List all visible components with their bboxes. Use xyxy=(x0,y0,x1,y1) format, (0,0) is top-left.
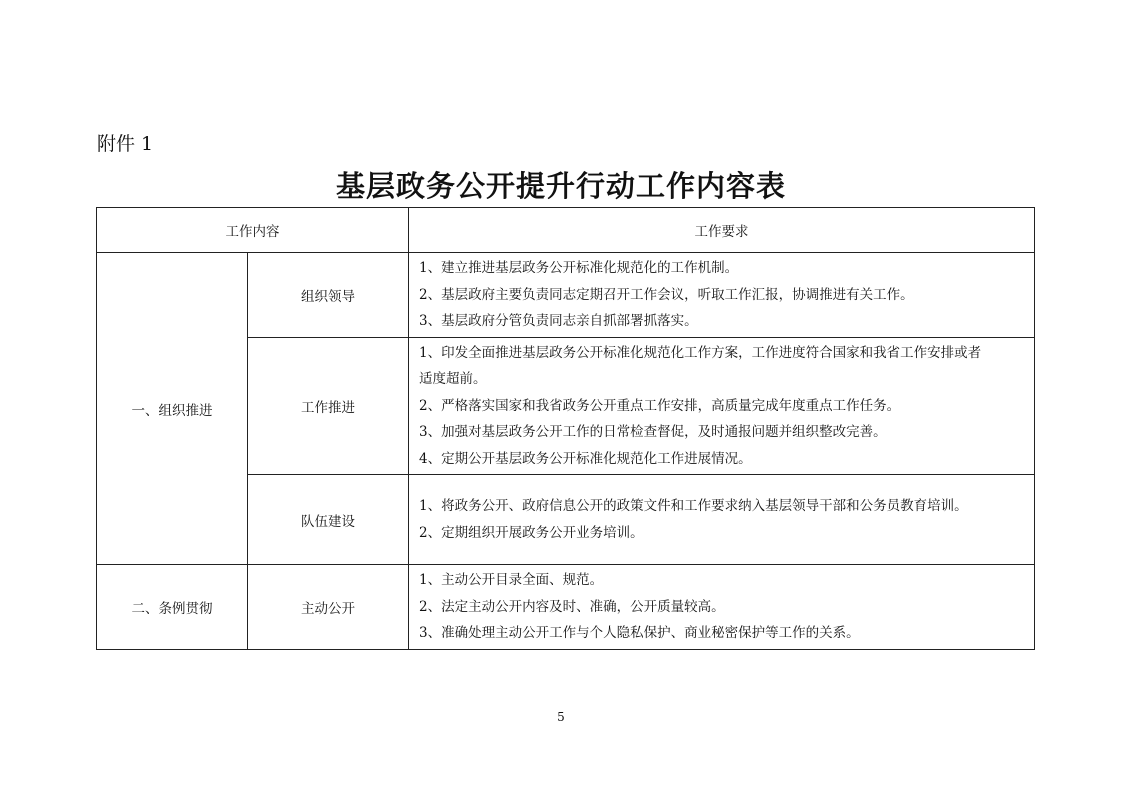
requirement-line: 1、建立推进基层政务公开标准化规范化的工作机制。 xyxy=(419,260,739,276)
subcategory-cell: 队伍建设 xyxy=(248,475,409,565)
requirements-cell xyxy=(409,253,1035,338)
requirement-line: 1、印发全面推进基层政务公开标准化规范化工作方案，工作进度符合国家和我省工作安排或者 xyxy=(419,344,982,361)
requirements-cell xyxy=(409,337,1035,475)
requirement-line: 2、基层政府主要负责同志定期召开工作会议，听取工作汇报，协调推进有关工作。 xyxy=(419,286,914,303)
subcategory-cell: 主动公开 xyxy=(248,565,409,650)
requirements-cell xyxy=(409,475,1035,565)
header-work-content: 工作内容 xyxy=(97,208,409,253)
requirements-cell xyxy=(409,565,1035,650)
requirement-line: 3、基层政府分管负责同志亲自抓部署抓落实。 xyxy=(419,313,698,329)
requirement-line: 1、将政务公开、政府信息公开的政策文件和工作要求纳入基层领导干部和公务员教育培训。 xyxy=(419,498,968,514)
requirement-line: 2、定期组织开展政务公开业务培训。 xyxy=(419,524,644,541)
header-work-requirements: 工作要求 xyxy=(409,208,1035,253)
table-row xyxy=(97,253,1035,338)
requirement-line: 4、定期公开基层政务公开标准化规范化工作进展情况。 xyxy=(419,450,752,467)
document-title: 基层政务公开提升行动工作内容表 xyxy=(335,169,786,203)
requirement-line: 1、主动公开目录全面、规范。 xyxy=(419,572,604,588)
category-cell: 一、组织推进 xyxy=(97,253,248,565)
page-number: 5 xyxy=(557,710,565,724)
table-header-row xyxy=(97,208,1035,253)
requirement-line: 适度超前。 xyxy=(419,371,487,387)
subcategory-cell: 工作推进 xyxy=(248,337,409,475)
table-row xyxy=(97,565,1035,650)
requirement-line: 3、准确处理主动公开工作与个人隐私保护、商业秘密保护等工作的关系。 xyxy=(419,625,860,641)
subcategory-cell: 组织领导 xyxy=(248,253,409,338)
requirement-line: 2、法定主动公开内容及时、准确，公开质量较高。 xyxy=(419,598,725,615)
work-content-table xyxy=(96,207,1035,650)
category-cell: 二、条例贯彻 xyxy=(97,565,248,650)
requirement-line: 3、加强对基层政务公开工作的日常检查督促，及时通报问题并组织整改完善。 xyxy=(419,424,887,440)
annex-label: 附件 1 xyxy=(97,133,154,155)
requirement-line: 2、严格落实国家和我省政务公开重点工作安排，高质量完成年度重点工作任务。 xyxy=(419,397,901,414)
